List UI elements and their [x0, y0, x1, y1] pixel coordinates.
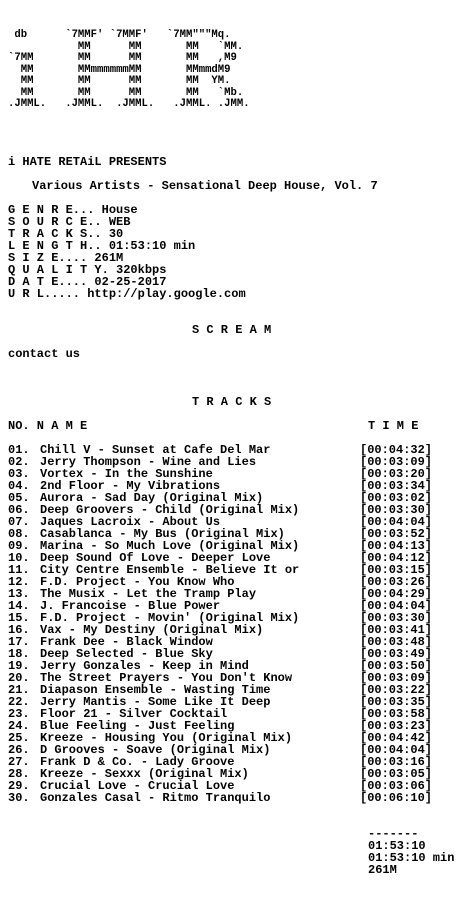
info-value: 01:53:10 min — [108, 239, 196, 253]
track-number: 06. — [8, 503, 30, 517]
track-title: Casablanca - My Bus (Original Mix) — [40, 528, 285, 540]
track-time: [00:04:12] — [360, 551, 433, 565]
track-number: 10. — [8, 551, 30, 565]
track-number: 18. — [8, 647, 30, 661]
track-title: D Grooves - Soave (Original Mix) — [40, 744, 271, 756]
track-time: [00:03:16] — [360, 755, 433, 769]
track-number: 15. — [8, 611, 30, 625]
contact-text: contact us — [8, 347, 81, 361]
track-time: [00:04:13] — [360, 539, 433, 553]
track-number: 08. — [8, 527, 30, 541]
track-title: Kreeze - Housing You (Original Mix) — [40, 732, 293, 744]
track-number: 22. — [8, 695, 30, 709]
track-time: [00:04:32] — [360, 443, 433, 457]
track-title: Deep Sound Of Love - Deeper Love — [40, 552, 271, 564]
track-title: Diapason Ensemble - Wasting Time — [40, 684, 271, 696]
info-label: Q U A L I T Y. — [8, 263, 109, 277]
info-value: 261M — [94, 251, 124, 265]
track-number: 27. — [8, 755, 30, 769]
track-title: F.D. Project - You Know Who — [40, 576, 235, 588]
track-time: [00:04:29] — [360, 587, 433, 601]
info-url — [8, 288, 246, 300]
track-time: [00:03:49] — [360, 647, 433, 661]
track-time: [00:06:10] — [360, 791, 433, 805]
track-time: [00:03:58] — [360, 707, 433, 721]
track-time: [00:03:50] — [360, 659, 433, 673]
track-title: City Centre Ensemble - Believe It or — [40, 564, 300, 576]
track-time: [00:04:42] — [360, 731, 433, 745]
summary-separator: ------- — [368, 827, 419, 841]
track-title: Aurora - Sad Day (Original Mix) — [40, 492, 264, 504]
track-number: 02. — [8, 455, 30, 469]
info-value: House — [101, 203, 138, 217]
track-time: [00:03:30] — [360, 611, 433, 625]
track-title: Gonzales Casal - Ritmo Tranquilo — [40, 792, 271, 804]
track-title: Jaques Lacroix - About Us — [40, 516, 221, 528]
info-label: G E N R E... — [8, 203, 95, 217]
track-number: 21. — [8, 683, 30, 697]
track-number: 09. — [8, 539, 30, 553]
summary-total-length: 01:53:10 min — [368, 851, 455, 865]
track-title: Vax - My Destiny (Original Mix) — [40, 624, 264, 636]
tracks-heading: T R A C K S — [192, 395, 272, 409]
track-title: Vortex - In the Sunshine — [40, 468, 213, 480]
track-time: [00:03:48] — [360, 635, 433, 649]
track-time: [00:03:06] — [360, 779, 433, 793]
track-number: 28. — [8, 767, 30, 781]
info-label: T R A C K S.. — [8, 227, 102, 241]
track-number: 24. — [8, 719, 30, 733]
track-title: Jerry Mantis - Some Like It Deep — [40, 696, 271, 708]
track-number: 23. — [8, 707, 30, 721]
track-time: [00:03:22] — [360, 683, 433, 697]
track-number: 07. — [8, 515, 30, 529]
track-time: [00:04:04] — [360, 599, 433, 613]
track-time: [00:03:09] — [360, 455, 433, 469]
info-value: WEB — [108, 215, 131, 229]
track-number: 19. — [8, 659, 30, 673]
track-title: 2nd Floor - My Vibrations — [40, 480, 221, 492]
track-number: 16. — [8, 623, 30, 637]
track-title: J. Francoise - Blue Power — [40, 600, 221, 612]
track-number: 05. — [8, 491, 30, 505]
track-title: Deep Groovers - Child (Original Mix) — [40, 504, 300, 516]
info-value: 30 — [108, 227, 124, 241]
track-number: 12. — [8, 575, 30, 589]
track-number: 20. — [8, 671, 30, 685]
info-label: U R L..... — [8, 287, 81, 301]
summary-total-time: 01:53:10 — [368, 839, 426, 853]
track-title: Crucial Love - Crucial Love — [40, 780, 235, 792]
track-title: Jerry Gonzales - Keep in Mind — [40, 660, 249, 672]
track-time: [00:03:30] — [360, 503, 433, 517]
track-title: Frank D & Co. - Lady Groove — [40, 756, 235, 768]
track-title: Marina - So Much Love (Original Mix) — [40, 540, 300, 552]
presenter-line: i HATE RETAiL PRESENTS — [8, 155, 167, 169]
track-title: F.D. Project - Movin' (Original Mix) — [40, 612, 300, 624]
info-label: D A T E.... — [8, 275, 88, 289]
info-value: 320kbps — [116, 263, 167, 277]
track-title: Deep Selected - Blue Sky — [40, 648, 213, 660]
track-time: [00:04:04] — [360, 743, 433, 757]
summary-total-size: 261M — [368, 863, 397, 877]
column-header-time: T I M E — [368, 419, 419, 433]
track-time: [00:04:04] — [360, 515, 433, 529]
info-label: L E N G T H.. — [8, 239, 102, 253]
column-header-name: NO. N A M E — [8, 419, 88, 433]
track-title: The Musix - Let the Tramp Play — [40, 588, 257, 600]
track-time: [00:03:41] — [360, 623, 433, 637]
track-number: 25. — [8, 731, 30, 745]
release-title: Various Artists - Sensational Deep House, Vol. 7 — [32, 179, 378, 193]
track-time: [00:03:26] — [360, 575, 433, 589]
track-time: [00:03:23] — [360, 719, 433, 733]
track-title: Frank Dee - Black Window — [40, 636, 213, 648]
track-number: 26. — [8, 743, 30, 757]
track-title: Blue Feeling - Just Feeling — [40, 720, 235, 732]
info-value: http://play.google.com — [87, 287, 246, 301]
track-number: 14. — [8, 599, 30, 613]
track-title: Jerry Thompson - Wine and Lies — [40, 456, 257, 468]
track-number: 03. — [8, 467, 30, 481]
info-label: S O U R C E.. — [8, 215, 102, 229]
scream-heading: S C R E A M — [192, 323, 272, 337]
track-number: 17. — [8, 635, 30, 649]
track-title: Kreeze - Sexxx (Original Mix) — [40, 768, 249, 780]
track-title: Chill V - Sunset at Cafe Del Mar — [40, 444, 271, 456]
track-time: [00:03:15] — [360, 563, 433, 577]
track-time: [00:03:34] — [360, 479, 433, 493]
track-time: [00:03:02] — [360, 491, 433, 505]
info-value: 02-25-2017 — [94, 275, 167, 289]
track-number: 29. — [8, 779, 30, 793]
track-time: [00:03:52] — [360, 527, 433, 541]
ascii-logo: db `7MMF' `7MMF' `7MM"""Mq. MM MM MM `MM. `7MM MM MM MM ,M9 MM MMmmmmmmMM MMmmdM9 MM MM MM MM YM. MM MM MM MM `Mb. .JMML. .JMML. .JMML. .JMML. .JMM. — [8, 29, 250, 110]
track-number: 13. — [8, 587, 30, 601]
track-number: 04. — [8, 479, 30, 493]
track-title: The Street Prayers - You Don't Know — [40, 672, 293, 684]
track-number: 30. — [8, 791, 30, 805]
track-time: [00:03:09] — [360, 671, 433, 685]
track-time: [00:03:05] — [360, 767, 433, 781]
info-label: S I Z E.... — [8, 251, 88, 265]
track-number: 11. — [8, 563, 30, 577]
track-time: [00:03:20] — [360, 467, 433, 481]
track-time: [00:03:35] — [360, 695, 433, 709]
track-number: 01. — [8, 443, 30, 457]
track-title: Floor 21 - Silver Cocktail — [40, 708, 228, 720]
